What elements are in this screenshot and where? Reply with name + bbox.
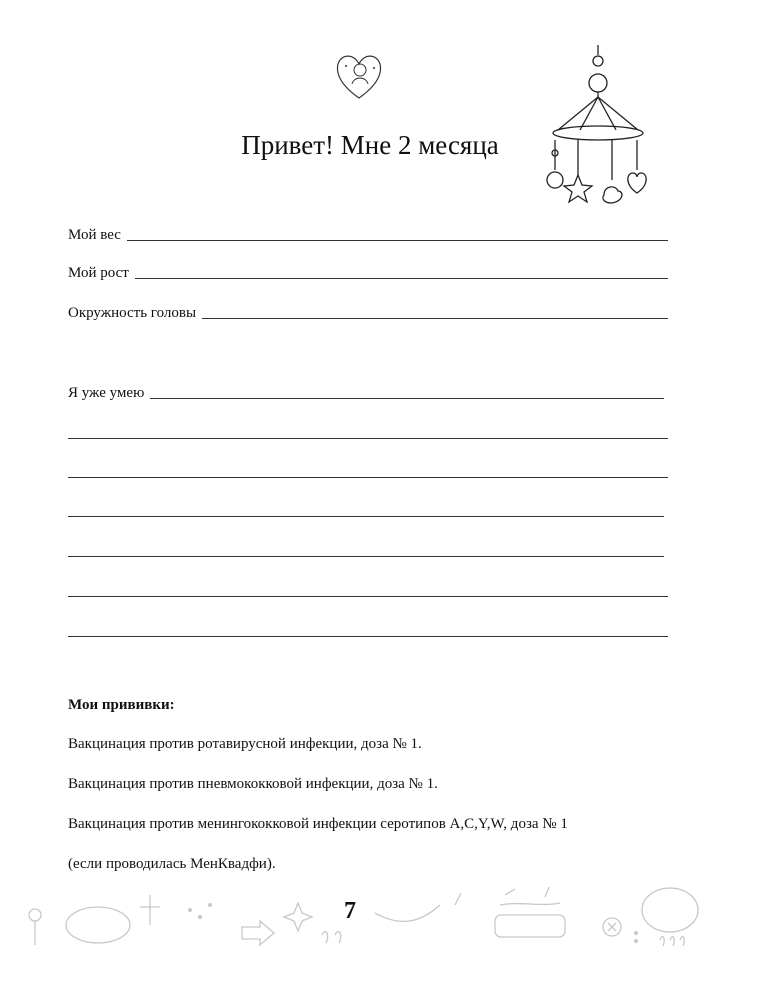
baby-mobile-icon xyxy=(540,45,670,220)
vaccination-item: (если проводилась МенКвадфи). xyxy=(68,856,276,872)
vaccination-item: Вакцинация против менингококковой инфекции серотипов A,C,Y,W, доза № 1 xyxy=(68,816,568,832)
blank-line[interactable] xyxy=(68,556,664,557)
page-number: 7 xyxy=(344,898,356,924)
blank-line[interactable] xyxy=(68,477,668,478)
vaccinations-heading: Мои прививки: xyxy=(68,697,175,713)
skills-line xyxy=(150,398,664,399)
doodle-border-decoration xyxy=(0,885,759,960)
weight-field[interactable] xyxy=(68,224,668,244)
head-circumference-field[interactable] xyxy=(68,302,668,322)
skills-label: Я уже умею xyxy=(68,385,145,401)
head-circumference-label: Окружность головы xyxy=(68,305,197,321)
blank-line[interactable] xyxy=(68,596,668,597)
skills-field[interactable] xyxy=(68,382,664,402)
page-title: Привет! Мне 2 месяца xyxy=(241,130,499,160)
head-circumference-line xyxy=(202,318,668,319)
height-line xyxy=(135,278,668,279)
weight-label: Мой вес xyxy=(68,227,121,243)
vaccination-item: Вакцинация против ротавирусной инфекции, доза № 1. xyxy=(68,736,422,752)
height-field[interactable] xyxy=(68,262,668,282)
vaccination-item: Вакцинация против пневмококковой инфекции, доза № 1. xyxy=(68,776,438,792)
blank-line[interactable] xyxy=(68,636,668,637)
heart-mother-baby-icon xyxy=(334,50,384,102)
blank-line[interactable] xyxy=(68,438,668,439)
blank-line[interactable] xyxy=(68,516,664,517)
weight-line xyxy=(127,240,668,241)
height-label: Мой рост xyxy=(68,265,129,281)
